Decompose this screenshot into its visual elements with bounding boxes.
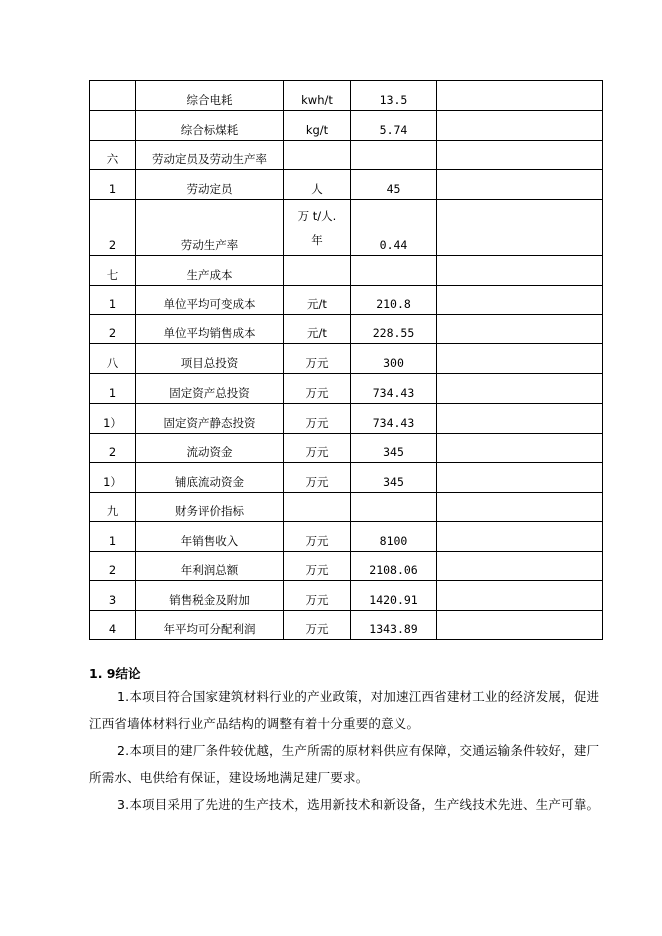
unit-cell	[284, 493, 351, 522]
row-number-cell-text: 2	[108, 238, 117, 252]
value-cell-text: 5.74	[379, 123, 408, 137]
unit-cell	[284, 463, 351, 493]
table-row	[90, 81, 603, 111]
conclusion-paragraph-3: 3.本项目采用了先进的生产技术，选用新技术和新设备，生产线技术先进、生产可靠。	[117, 797, 600, 812]
row-number-cell-text: 4	[108, 622, 117, 636]
unit-cell	[284, 581, 351, 611]
unit-line-2: 年	[311, 233, 323, 247]
remark-cell	[437, 170, 603, 200]
unit-cell-text: 万元	[305, 386, 329, 400]
row-number-cell-text: 1	[108, 182, 117, 196]
value-cell	[351, 522, 437, 552]
value-cell	[351, 111, 437, 141]
table-row	[90, 522, 603, 552]
row-number-cell	[90, 611, 136, 640]
remark-cell	[437, 81, 603, 111]
remark-cell	[437, 522, 603, 552]
remark-cell	[437, 611, 603, 640]
value-cell-text: 8100	[379, 534, 408, 548]
table-row	[90, 552, 603, 581]
item-name-cell-text: 劳动生产率	[180, 238, 239, 252]
value-cell	[351, 611, 437, 640]
row-number-cell	[90, 256, 136, 286]
remark-cell	[437, 315, 603, 344]
unit-cell-text: 万元	[305, 622, 329, 636]
item-name-cell-text: 固定资产静态投资	[163, 416, 256, 430]
row-number-cell	[90, 200, 136, 256]
item-name-cell	[136, 286, 284, 315]
value-cell-text: 734.43	[372, 386, 415, 400]
table-row	[90, 256, 603, 286]
item-name-cell-text: 财务评价指标	[175, 504, 244, 518]
value-cell	[351, 256, 437, 286]
remark-cell	[437, 141, 603, 170]
table-row	[90, 170, 603, 200]
unit-cell-text: 万元	[305, 475, 329, 489]
table-row	[90, 581, 603, 611]
unit-cell-text: 万元	[305, 593, 329, 607]
row-number-cell	[90, 374, 136, 404]
row-number-cell-text: 六	[106, 152, 119, 166]
value-cell	[351, 374, 437, 404]
table-row	[90, 611, 603, 640]
value-cell	[351, 404, 437, 434]
unit-cell	[284, 141, 351, 170]
unit-cell	[284, 552, 351, 581]
conclusion-paragraph-1: 1.本项目符合国家建筑材料行业的产业政策，对加速江西省建材工业的经济发展，促进江西省墙体材料行业产品结构的调整有着十分重要的意义。	[89, 689, 600, 731]
value-cell	[351, 344, 437, 374]
item-name-cell-text: 单位平均销售成本	[163, 326, 256, 340]
row-number-cell	[90, 404, 136, 434]
row-number-cell-text: 2	[108, 326, 117, 340]
value-cell	[351, 581, 437, 611]
row-number-cell	[90, 315, 136, 344]
table-row	[90, 315, 603, 344]
item-name-cell-text: 劳动定员及劳动生产率	[152, 152, 267, 166]
item-name-cell-text: 固定资产总投资	[169, 386, 250, 400]
row-number-cell	[90, 552, 136, 581]
item-name-cell-text: 劳动定员	[186, 182, 233, 196]
indicator-table-body	[90, 81, 603, 640]
item-name-cell-text: 流动资金	[186, 445, 233, 459]
item-name-cell-text: 项目总投资	[180, 356, 239, 370]
value-cell-text: 345	[383, 445, 404, 459]
item-name-cell	[136, 315, 284, 344]
item-name-cell	[136, 404, 284, 434]
value-cell-text: 13.5	[379, 93, 408, 107]
unit-cell	[284, 611, 351, 640]
row-number-cell-text: 1	[108, 386, 117, 400]
indicator-table	[89, 80, 603, 640]
unit-line-1: 万 t/人.	[297, 209, 337, 223]
row-number-cell-text: 2	[108, 445, 117, 459]
table-row	[90, 463, 603, 493]
row-number-cell-text: 1	[108, 534, 117, 548]
item-name-cell-text: 综合标煤耗	[180, 123, 239, 137]
row-number-cell-text: 1）	[103, 475, 122, 489]
table-row	[90, 493, 603, 522]
remark-cell	[437, 200, 603, 256]
unit-cell-text: 元/t	[307, 297, 327, 311]
unit-cell	[284, 111, 351, 141]
section-heading: 1. 9结论	[89, 666, 141, 681]
value-cell	[351, 434, 437, 463]
row-number-cell	[90, 493, 136, 522]
value-cell-text: 210.8	[376, 297, 411, 311]
remark-cell	[437, 493, 603, 522]
value-cell	[351, 81, 437, 111]
item-name-cell	[136, 434, 284, 463]
item-name-cell	[136, 611, 284, 640]
value-cell-text: 1343.89	[369, 622, 418, 636]
row-number-cell-text: 八	[106, 356, 119, 370]
item-name-cell	[136, 256, 284, 286]
row-number-cell-text: 七	[106, 268, 119, 282]
row-number-cell	[90, 170, 136, 200]
unit-cell-text: 人	[311, 182, 323, 196]
unit-cell	[284, 286, 351, 315]
table-row	[90, 434, 603, 463]
unit-cell	[284, 344, 351, 374]
remark-cell	[437, 434, 603, 463]
item-name-cell-text: 铺底流动资金	[175, 475, 244, 489]
item-name-cell	[136, 344, 284, 374]
unit-cell	[284, 374, 351, 404]
value-cell	[351, 552, 437, 581]
remark-cell	[437, 581, 603, 611]
item-name-cell	[136, 581, 284, 611]
unit-cell	[284, 170, 351, 200]
remark-cell	[437, 111, 603, 141]
unit-cell-text: 万元	[305, 356, 329, 370]
item-name-cell	[136, 493, 284, 522]
value-cell	[351, 493, 437, 522]
unit-cell	[284, 81, 351, 111]
table-row	[90, 141, 603, 170]
item-name-cell	[136, 81, 284, 111]
value-cell	[351, 463, 437, 493]
table-row	[90, 404, 603, 434]
remark-cell-text	[437, 636, 602, 639]
table-row	[90, 111, 603, 141]
unit-cell-text: 万元	[305, 563, 329, 577]
item-name-cell-text: 生产成本	[186, 268, 233, 282]
value-cell-text: 300	[383, 356, 404, 370]
unit-cell-text: 元/t	[307, 326, 327, 340]
unit-cell-text: kwh/t	[301, 93, 333, 107]
row-number-cell	[90, 111, 136, 141]
value-cell	[351, 286, 437, 315]
remark-cell	[437, 286, 603, 315]
row-number-cell-text: 3	[108, 593, 117, 607]
unit-cell-text: 万元	[305, 445, 329, 459]
remark-cell	[437, 404, 603, 434]
item-name-cell-text: 综合电耗	[186, 93, 233, 107]
row-number-cell	[90, 141, 136, 170]
value-cell	[351, 170, 437, 200]
row-number-cell	[90, 286, 136, 315]
item-name-cell	[136, 170, 284, 200]
row-number-cell-text: 2	[108, 563, 117, 577]
unit-cell	[284, 522, 351, 552]
value-cell-text: 0.44	[379, 238, 408, 252]
remark-cell	[437, 374, 603, 404]
unit-cell	[284, 256, 351, 286]
item-name-cell	[136, 200, 284, 256]
value-cell	[351, 200, 437, 256]
row-number-cell	[90, 522, 136, 552]
row-number-cell-text: 九	[106, 504, 119, 518]
conclusion-paragraph-2: 2.本项目的建厂条件较优越，生产所需的原材料供应有保障，交通运输条件较好，建厂所需水、电供给有保证，建设场地满足建厂要求。	[89, 743, 600, 785]
unit-cell-text: 万元	[305, 416, 329, 430]
row-number-cell	[90, 581, 136, 611]
remark-cell	[437, 256, 603, 286]
value-cell-text: 1420.91	[369, 593, 418, 607]
row-number-cell	[90, 434, 136, 463]
remark-cell	[437, 344, 603, 374]
value-cell-text: 2108.06	[369, 563, 418, 577]
remark-cell	[437, 463, 603, 493]
row-number-cell	[90, 344, 136, 374]
item-name-cell-text: 年平均可分配利润	[163, 622, 256, 636]
item-name-cell	[136, 141, 284, 170]
unit-cell	[284, 200, 351, 256]
row-number-cell	[90, 463, 136, 493]
value-cell-text: 228.55	[372, 326, 415, 340]
item-name-cell-text: 年利润总额	[180, 563, 239, 577]
remark-cell	[437, 552, 603, 581]
unit-cell-text	[284, 204, 350, 255]
item-name-cell	[136, 111, 284, 141]
item-name-cell-text: 年销售收入	[180, 534, 239, 548]
value-cell-text: 45	[386, 182, 401, 196]
table-row	[90, 344, 603, 374]
unit-cell-text: kg/t	[305, 123, 329, 137]
value-cell	[351, 315, 437, 344]
item-name-cell	[136, 374, 284, 404]
row-number-cell	[90, 81, 136, 111]
item-name-cell	[136, 463, 284, 493]
table-row	[90, 286, 603, 315]
unit-cell	[284, 315, 351, 344]
value-cell-text: 734.43	[372, 416, 415, 430]
item-name-cell-text: 单位平均可变成本	[163, 297, 256, 311]
item-name-cell-text: 销售税金及附加	[169, 593, 250, 607]
row-number-cell-text: 1	[108, 297, 117, 311]
unit-cell-text: 万元	[305, 534, 329, 548]
table-row	[90, 374, 603, 404]
item-name-cell	[136, 522, 284, 552]
item-name-cell	[136, 552, 284, 581]
row-number-cell-text: 1）	[103, 416, 122, 430]
table-row	[90, 200, 603, 256]
unit-cell	[284, 434, 351, 463]
unit-cell	[284, 404, 351, 434]
value-cell	[351, 141, 437, 170]
value-cell-text: 345	[383, 475, 404, 489]
